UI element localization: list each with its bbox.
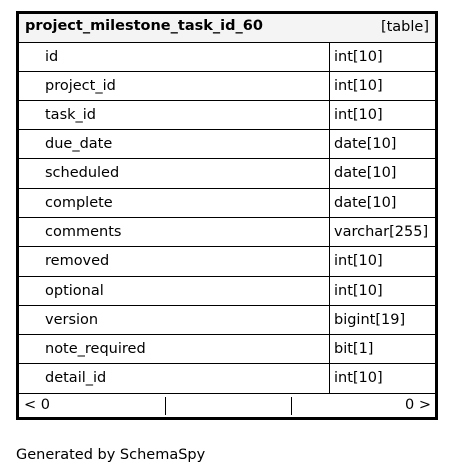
children-count: 0 > — [405, 396, 431, 413]
schema-table — [16, 11, 438, 420]
table-row — [19, 130, 435, 159]
generated-by-text: Generated by SchemaSpy — [16, 447, 206, 463]
footer-spacer — [165, 397, 292, 415]
column-name: version — [19, 306, 330, 334]
column-type: bit[1] — [334, 341, 374, 358]
column-name: id — [19, 43, 330, 71]
table-header — [19, 14, 435, 43]
column-name: complete — [19, 189, 330, 217]
table-row — [19, 306, 435, 335]
table-row — [19, 72, 435, 101]
column-name: task_id — [19, 101, 330, 129]
table-row — [19, 101, 435, 130]
column-type: int[10] — [334, 77, 383, 94]
column-type: int[10] — [334, 106, 383, 123]
table-footer — [19, 394, 435, 417]
table-row — [19, 189, 435, 218]
column-name: note_required — [19, 335, 330, 363]
column-list — [19, 43, 435, 394]
parents-count: < 0 — [24, 396, 50, 413]
column-type: int[10] — [334, 282, 383, 299]
table-type-label: [table] — [380, 19, 429, 35]
table-name: project_milestone_task_id_60 — [25, 18, 263, 34]
table-row — [19, 277, 435, 306]
column-type: int[10] — [334, 253, 383, 270]
column-name: project_id — [19, 72, 330, 100]
column-type: date[10] — [334, 165, 397, 182]
column-type: date[10] — [334, 194, 397, 211]
column-name: removed — [19, 247, 330, 275]
column-type: int[10] — [334, 370, 383, 387]
column-name: comments — [19, 218, 330, 246]
column-name: scheduled — [19, 159, 330, 187]
table-row — [19, 159, 435, 188]
column-type: date[10] — [334, 136, 397, 153]
column-name: due_date — [19, 130, 330, 158]
column-name: detail_id — [19, 364, 330, 392]
column-type: bigint[19] — [334, 311, 406, 328]
table-row — [19, 218, 435, 247]
column-type: varchar[255] — [334, 223, 429, 240]
table-row — [19, 247, 435, 276]
table-row — [19, 43, 435, 72]
column-type: int[10] — [334, 49, 383, 65]
table-row — [19, 364, 435, 393]
table-row — [19, 335, 435, 364]
column-name: optional — [19, 277, 330, 305]
